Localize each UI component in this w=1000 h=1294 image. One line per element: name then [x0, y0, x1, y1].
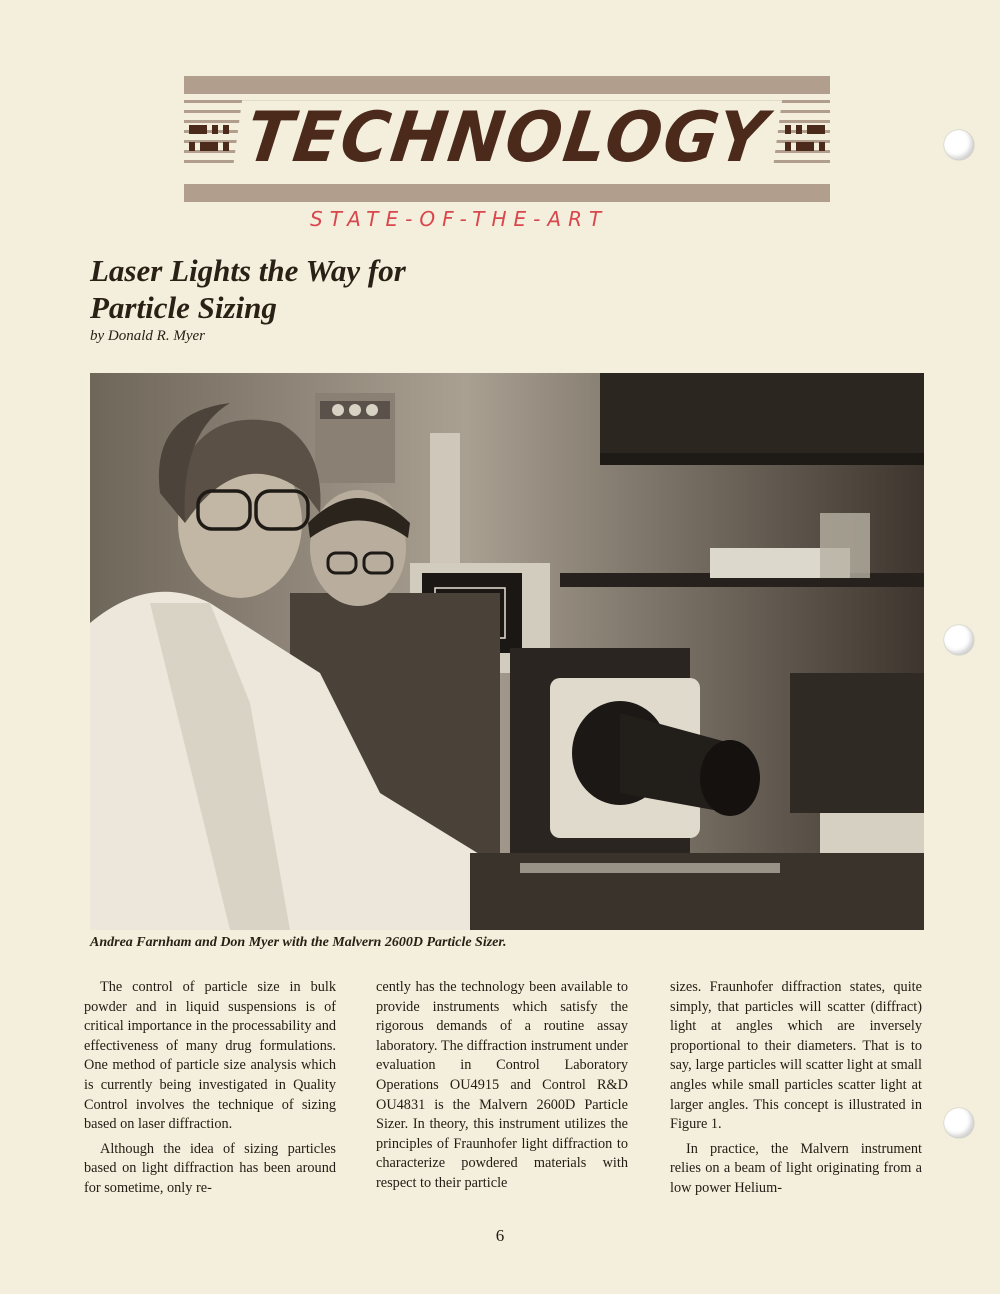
binder-hole — [944, 625, 974, 655]
article-title — [90, 252, 570, 326]
banner-stripe — [184, 76, 830, 94]
paragraph: In practice, the Malvern instrument relies on a beam of light originating from a low power Helium- — [670, 1140, 922, 1196]
banner-wordmark — [184, 97, 830, 178]
banner-stripe — [184, 184, 830, 202]
paragraph: sizes. Fraunhofer diffraction states, quite simply, that particles will scatter (diffract) light at angles which are inversely proportional to their diameters. That is to say, large particles will scatter light at small angles while small particles scatter light at larger angles. This concept is illustrated in Figure 1. — [670, 979, 922, 1133]
paragraph: Although the idea of sizing particles based on light diffraction has been around for sometime, only re- — [84, 1140, 336, 1196]
photo-caption: Andrea Farnham and Don Myer with the Malvern 2600D Particle Sizer. — [90, 935, 507, 950]
binder-hole — [944, 1108, 974, 1138]
section-banner — [184, 76, 830, 202]
article-column-2 — [376, 978, 628, 1194]
article-byline: by Donald R. Myer — [90, 328, 205, 344]
paragraph: The control of particle size in bulk powder and in liquid suspensions is of critical importance in the processability and effectiveness of many drug formulations. One method of particle size analysis which is currently being investigated in Quality Control involves the technique of sizing based on laser diffraction. — [84, 979, 336, 1133]
section-subhead: STATE-OF-THE-ART — [310, 207, 609, 231]
banner-dashes-right — [785, 125, 825, 151]
article-photo — [90, 373, 924, 930]
photo-illustration — [90, 373, 924, 930]
article-column-3 — [670, 978, 922, 1199]
section-title: TECHNOLOGY — [232, 100, 782, 176]
page-number: 6 — [495, 1226, 505, 1245]
paragraph: cently has the technology been available to provide instruments which satisfy the rigorous demands of a routine assay laboratory. The diffraction instrument under evaluation in Control Laboratory Operations OU4915 and Control R&D OU4831 is the Malvern 2600D Particle Sizer. In theory, this instrument utilizes the principles of Fraunhofer light diffraction to characterize powdered materials with respect to their particle — [376, 979, 628, 1191]
article-title-line-1: Laser Lights the Way for — [90, 253, 406, 288]
binder-hole — [944, 130, 974, 160]
article-title-line-2: Particle Sizing — [90, 290, 277, 325]
banner-dashes-left — [189, 125, 229, 151]
article-column-1 — [84, 978, 336, 1199]
